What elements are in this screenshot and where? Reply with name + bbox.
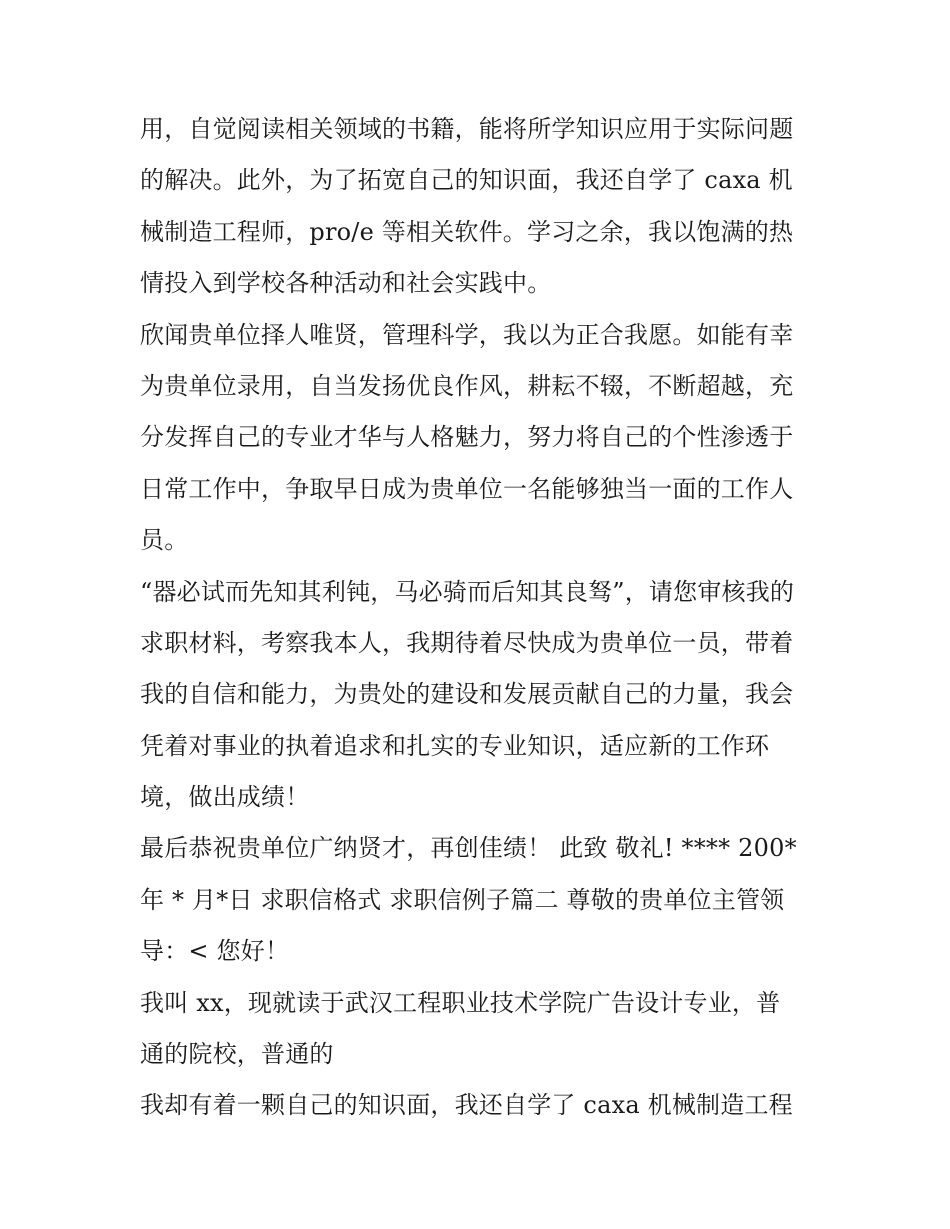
text-line: 欣闻贵单位择人唯贤，管理科学，我以为正合我愿。如能有幸 (140, 320, 794, 349)
text-line: 最后恭祝贵单位广纳贤才，再创佳绩！ 此致 敬礼! **** 200* (140, 834, 797, 863)
text-line: 我的自信和能力，为贵处的建设和发展贡献自己的力量，我会 (140, 680, 794, 709)
text-line: 年 * 月*日 求职信格式 求职信例子篇二 尊敬的贵单位主管领 (140, 885, 785, 914)
text-line: 境，做出成绩！ (140, 783, 310, 812)
text-line: 凭着对事业的执着追求和扎实的专业知识，适应新的工作环 (140, 731, 770, 760)
text-line: 我却有着一颗自己的知识面，我还自学了 caxa 机械制造工程 (140, 1091, 793, 1120)
document-body (140, 104, 820, 1132)
text-line: “器必试而先知其利钝，马必骑而后知其良驽”，请您审核我的 (140, 577, 795, 606)
text-line: 情投入到学校各种活动和社会实践中。 (140, 269, 552, 298)
text-line: 日常工作中，争取早日成为贵单位一名能够独当一面的工作人 (140, 474, 794, 503)
text-line: 分发挥自己的专业才华与人格魅力，努力将自己的个性渗透于 (140, 423, 794, 452)
text-line: 我叫 xx，现就读于武汉工程职业技术学院广告设计专业，普 (140, 988, 781, 1017)
text-line: 求职材料，考察我本人，我期待着尽快成为贵单位一员，带着 (140, 628, 794, 657)
text-line: 员。 (140, 526, 189, 555)
text-line: 的解决。此外，为了拓宽自己的知识面，我还自学了 caxa 机 (140, 166, 793, 195)
text-line: 为贵单位录用，自当发扬优良作风，耕耘不辍，不断超越，充 (140, 371, 794, 400)
text-line: 导：< 您好！ (140, 937, 290, 966)
text-line: 用，自觉阅读相关领域的书籍，能将所学知识应用于实际问题 (140, 115, 794, 143)
text-line: 械制造工程师，pro/e 等相关软件。学习之余，我以饱满的热 (140, 217, 794, 246)
text-line: 通的院校，普通的 (140, 1040, 334, 1069)
